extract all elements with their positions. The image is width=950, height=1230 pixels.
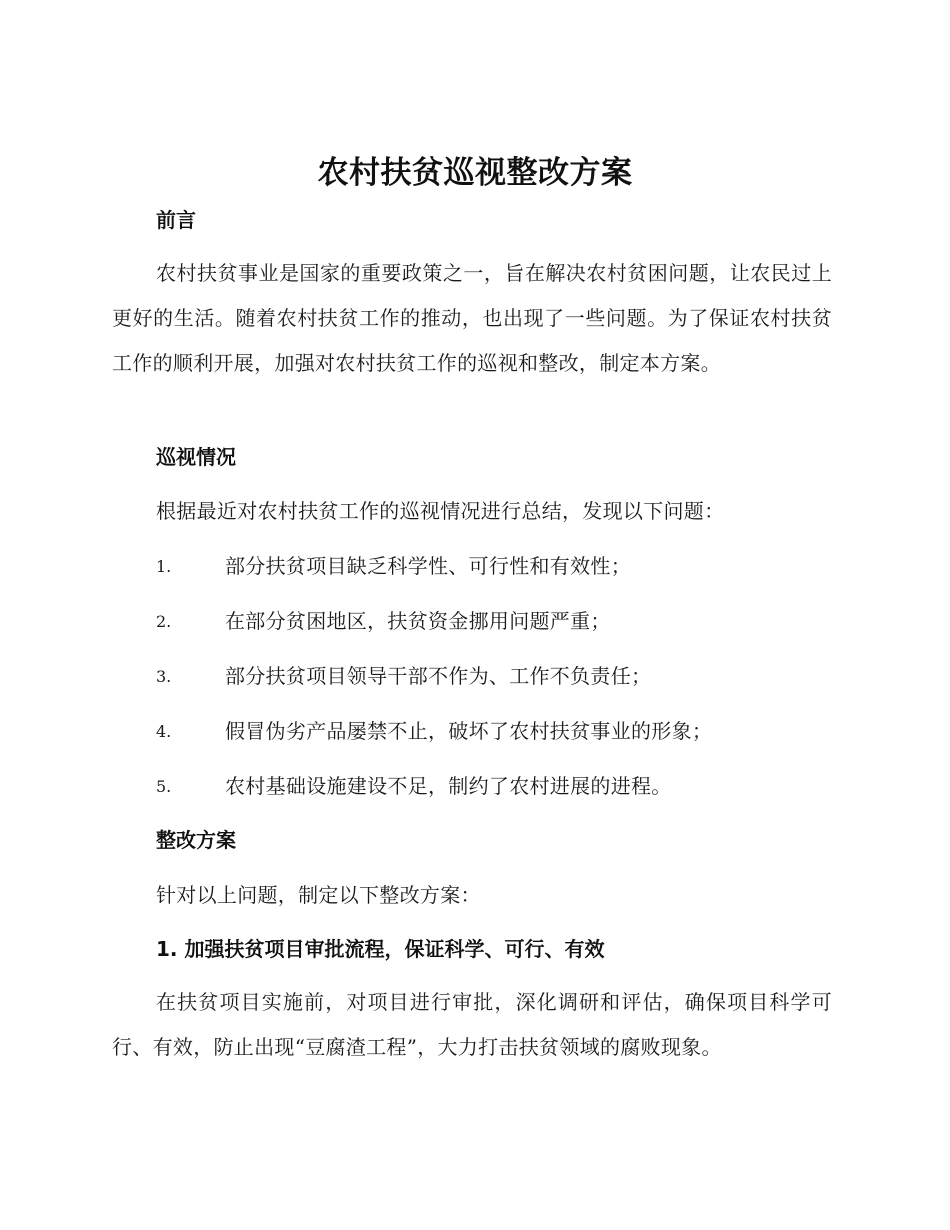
list-item bbox=[156, 606, 836, 636]
section-heading-rectification: 整改方案 bbox=[156, 828, 236, 852]
section-heading-inspection: 巡视情况 bbox=[156, 445, 236, 469]
list-item-text: 在部分贫困地区，扶贫资金挪用问题严重； bbox=[225, 609, 611, 633]
rectification-paragraph: 在扶贫项目实施前，对项目进行审批，深化调研和评估，确保项目科学可行、有效，防止出现“豆腐渣工程”，大力打击扶贫领域的腐败现象。 bbox=[112, 990, 832, 1059]
section-heading-preface: 前言 bbox=[156, 208, 196, 232]
rectification-intro: 针对以上问题，制定以下整改方案： bbox=[156, 883, 481, 907]
list-item bbox=[156, 716, 836, 746]
list-item-number: 1. bbox=[156, 557, 172, 576]
document-title: 农村扶贫巡视整改方案 bbox=[317, 155, 633, 191]
list-item bbox=[156, 661, 836, 691]
list-item-text: 部分扶贫项目领导干部不作为、工作不负责任； bbox=[225, 664, 652, 688]
list-item-text: 假冒伪劣产品屡禁不止，破坏了农村扶贫事业的形象； bbox=[225, 719, 713, 743]
inspection-intro: 根据最近对农村扶贫工作的巡视情况进行总结，发现以下问题： bbox=[156, 499, 725, 523]
list-item bbox=[156, 771, 836, 801]
preface-paragraph: 农村扶贫事业是国家的重要政策之一，旨在解决农村贫困问题，让农民过上更好的生活。随着农村扶贫工作的推动，也出现了一些问题。为了保证农村扶贫工作的顺利开展，加强对农村扶贫工作的巡视和整改，制定本方案。 bbox=[112, 261, 832, 375]
list-item bbox=[156, 551, 836, 581]
list-item-number: 3. bbox=[156, 667, 172, 686]
list-item-text: 农村基础设施建设不足，制约了农村进展的进程。 bbox=[225, 774, 672, 798]
list-item-number: 4. bbox=[156, 722, 172, 741]
list-item-number: 2. bbox=[156, 612, 172, 631]
list-item-text: 部分扶贫项目缺乏科学性、可行性和有效性； bbox=[225, 554, 631, 578]
rectification-subheading: 1. 加强扶贫项目审批流程，保证科学、可行、有效 bbox=[156, 937, 605, 961]
list-item-number: 5. bbox=[156, 777, 172, 796]
